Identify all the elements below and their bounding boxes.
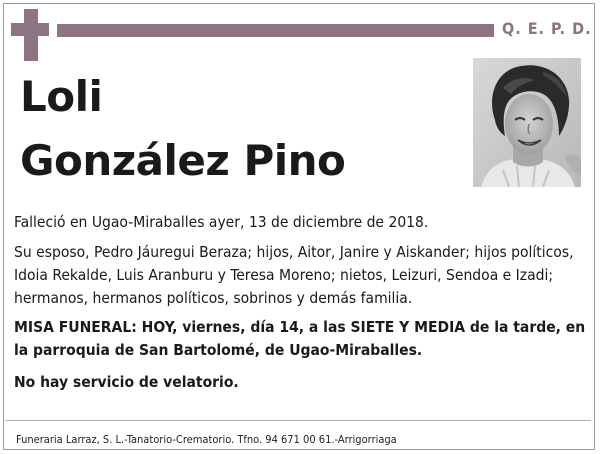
wake-notice: No hay servicio de velatorio. [14,373,239,391]
cross-horizontal-bar [11,23,49,36]
qepd-label: Q. E. P. D. [502,19,592,38]
footer-divider [5,420,591,421]
deceased-first-name: Loli [20,72,103,121]
funeral-details: MISA FUNERAL: HOY, viernes, día 14, a las SIETE Y MEDIA de la tarde, en la parroquia de San Bartolomé, de Ugao-Miraballes. [14,318,586,359]
header-divider-bar [57,24,494,37]
family-list: Su esposo, Pedro Jáuregui Beraza; hijos, Aitor, Janire y Aiskander; hijos políticos, Idoia Rekalde, Luis Aranburu y Teresa Moreno; nietos, Leizuri, Sendoa e Izadi; hermanos, hermanos políticos, sobrinos y demás familia. [14,243,574,307]
portrait-photo [473,58,581,187]
deceased-last-name: González Pino [20,136,346,185]
funeral-home-footer: Funeraria Larraz, S. L.-Tanatorio-Crematorio. Tfno. 94 671 00 61.-Arrigorriaga [16,433,397,446]
death-notice: Falleció en Ugao-Miraballes ayer, 13 de diciembre de 2018. [14,213,429,231]
